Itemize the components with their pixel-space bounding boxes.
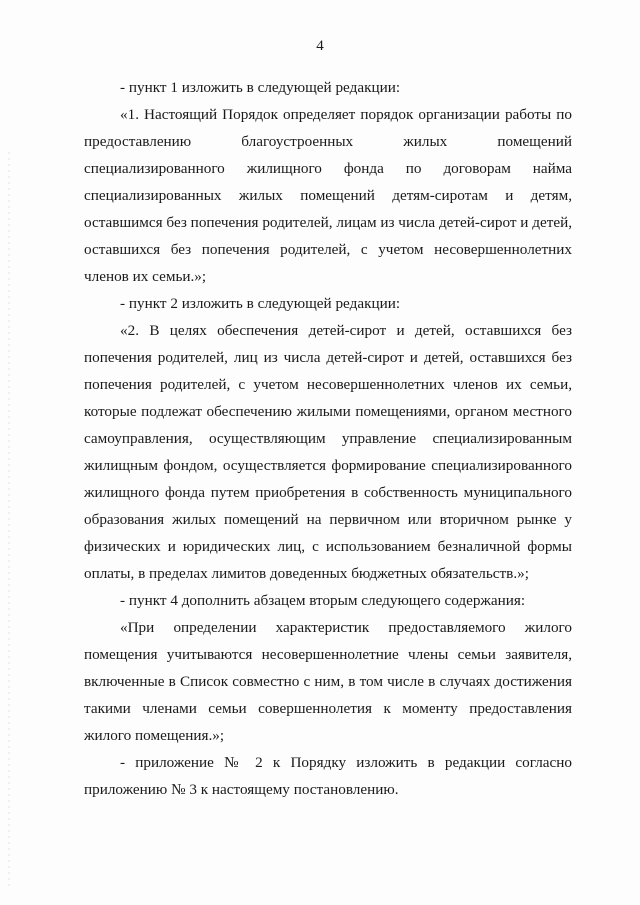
paragraph-item-1-text: «1. Настоящий Порядок определяет порядок организации работы по предоставлению благоустроенных жилых помещений специализированного жилищного фонда по договорам найма специализированных жилых помещений детям-сиротам и детям, оставшимся без попечения родителей, лицам из числа детей-сирот и детей, оставшихся без попечения родителей, с учетом несовершеннолетних членов их семьи.»; [84,106,572,285]
paragraph-item-4-intro: - пункт 4 дополнить абзацем вторым следующего содержания: [120,592,526,609]
paragraph-item-2-intro: - пункт 2 изложить в следующей редакции: [120,295,401,312]
page-number: 4 [316,38,324,54]
paragraph-appendix: - приложение № 2 к Порядку изложить в редакции согласно приложению № 3 к настоящему постановлению. [84,754,572,798]
paragraph-item-2-text: «2. В целях обеспечения детей-сирот и детей, оставшихся без попечения родителей, лиц из числа детей-сирот и детей, оставшихся без попечения родителей, с учетом несовершеннолетних членов их семьи, которые подлежат обеспечению жилыми помещениями, органом местного самоуправления, осуществляющим управление специализированным жилищным фондом, осуществляется формирование специализированного жилищного фонда путем приобретения в собственность муниципального образования жилых помещений на первичном или вторичном рынке у физических и юридических лиц, с использованием безналичной формы оплаты, в пределах лимитов доведенных бюджетных обязательств.»; [84,322,572,582]
paragraph-item-4-text: «При определении характеристик предоставляемого жилого помещения учитываются несовершеннолетние члены семьи заявителя, включенные в Список совместно с ним, в том числе в случаях достижения такими членами семьи совершеннолетия к моменту предоставления жилого помещения.»; [84,619,572,744]
scan-edge-marks [8,150,10,890]
paragraph-item-1-intro: - пункт 1 изложить в следующей редакции: [120,79,401,96]
document-body [84,74,572,803]
